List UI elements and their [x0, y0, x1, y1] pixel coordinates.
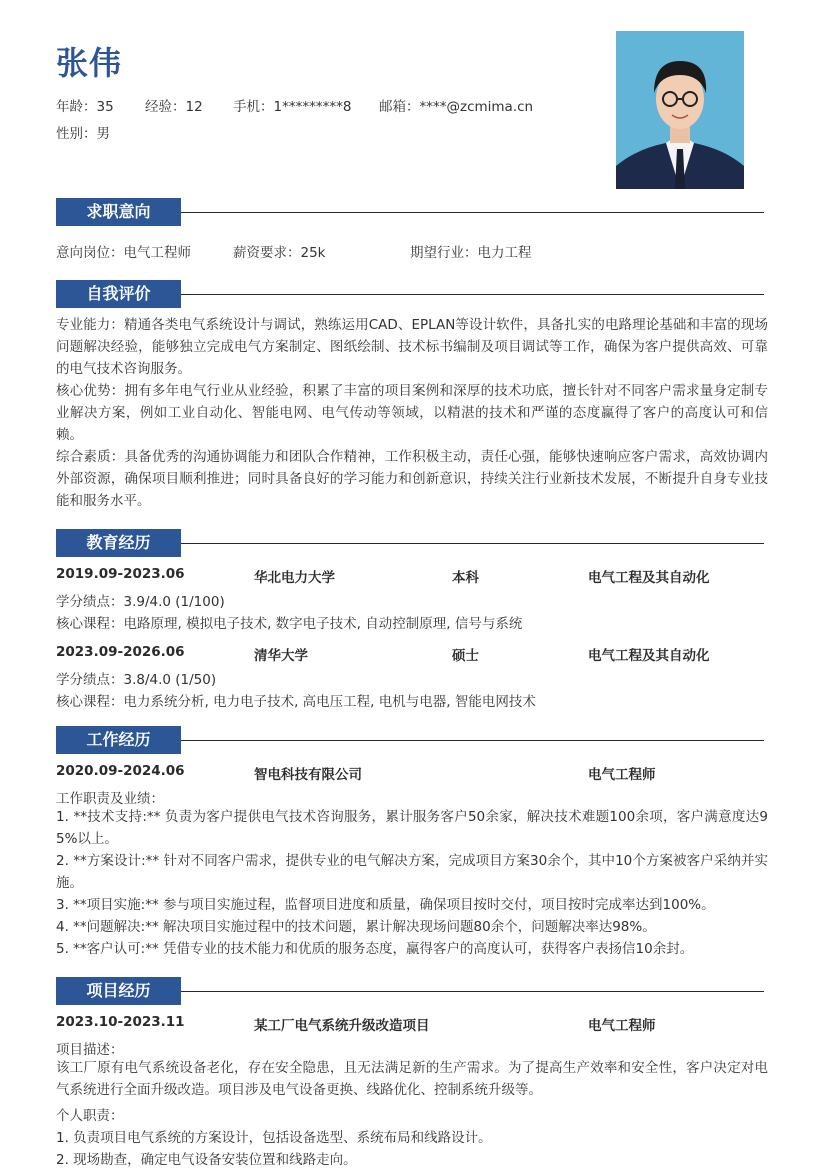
edu-courses: 核心课程：电路原理, 模拟电子技术, 数字电子技术, 自动控制原理, 信号与系统 — [56, 616, 523, 632]
section-title-project: 项目经历 — [56, 977, 181, 1005]
work-duty-item: 3. **项目实施:** 参与项目实施过程，监督项目进度和质量，确保项目按时交付，项目按时完成率达到100%。 — [56, 897, 715, 913]
edu-gpa: 学分绩点：3.9/4.0 (1/100) — [56, 594, 225, 610]
intent-position: 意向岗位：电气工程师 — [56, 245, 191, 261]
work-title: 电气工程师 — [588, 767, 656, 783]
section-intent — [56, 198, 764, 226]
work-duty-item: 1. **技术支持:** 负责为客户提供电气技术咨询服务，累计服务客户50余家，解决技术难题100余项，客户满意度达95%以上。 — [56, 809, 768, 847]
experience-info: 经验：12 — [145, 99, 203, 115]
self-eval-advantage: 核心优势：拥有多年电气行业从业经验，积累了丰富的项目案例和深厚的技术功底，擅长针对不同客户需求量身定制专业解决方案，例如工业自动化、智能电网、电气传动等领域，以精湛的技术和严谨的态度赢得了客户的高度认可和信赖。 — [56, 383, 768, 443]
section-divider — [181, 991, 764, 992]
self-eval-professional: 专业能力：精通各类电气系统设计与调试，熟练运用CAD、EPLAN等设计软件，具备扎实的电路理论基础和丰富的现场问题解决经验，能够独立完成电气方案制定、图纸绘制、技术标书编制及项目调试等工作，确保为客户提供高效、可靠的电气技术咨询服务。 — [56, 317, 768, 377]
edu-gpa: 学分绩点：3.8/4.0 (1/50) — [56, 672, 217, 688]
intent-industry: 期望行业：电力工程 — [410, 245, 532, 261]
project-desc-label: 项目描述： — [56, 1042, 124, 1058]
self-eval-quality: 综合素质：具备优秀的沟通协调能力和团队合作精神，工作积极主动，责任心强，能够快速响应客户需求，高效协调内外部资源，确保项目顺利推进；同时具备良好的学习能力和创新意识，持续关注行业新技术发展，不断提升自身专业技能和服务水平。 — [56, 449, 768, 509]
intent-salary: 薪资要求：25k — [233, 245, 326, 261]
phone-info: 手机：1*********8 — [233, 99, 352, 115]
work-duty-item: 4. **问题解决:** 解决项目实施过程中的技术问题，累计解决现场问题80余个，问题解决率达98%。 — [56, 919, 656, 935]
edu-major: 电气工程及其自动化 — [588, 648, 710, 664]
work-duties-label: 工作职责及业绩： — [56, 791, 164, 807]
project-duty-item: 2. 现场勘查，确定电气设备安装位置和线路走向。 — [56, 1152, 357, 1168]
profile-photo — [616, 31, 744, 189]
section-divider — [181, 212, 764, 213]
work-duty-item: 5. **客户认可:** 凭借专业的技术能力和优质的服务态度，赢得客户的高度认可，获得客户表扬信10余封。 — [56, 941, 694, 957]
project-duty-label: 个人职责： — [56, 1108, 124, 1124]
section-title-education: 教育经历 — [56, 529, 181, 557]
work-duty-item: 2. **方案设计:** 针对不同客户需求，提供专业的电气解决方案，完成项目方案30余个，其中10个方案被客户采纳并实施。 — [56, 853, 768, 891]
section-self-evaluation — [56, 280, 764, 308]
section-divider — [181, 740, 764, 741]
project-duty-item: 1. 负责项目电气系统的方案设计，包括设备选型、系统布局和线路设计。 — [56, 1130, 492, 1146]
section-title-work: 工作经历 — [56, 726, 181, 754]
age-info: 年龄：35 — [56, 99, 114, 115]
project-name: 某工厂电气系统升级改造项目 — [254, 1018, 430, 1034]
edu-degree: 本科 — [452, 570, 479, 586]
section-title-intent: 求职意向 — [56, 198, 181, 226]
email-info: 邮箱：****@zcmima.cn — [379, 99, 534, 115]
edu-dates: 2023.09-2026.06 — [56, 644, 185, 660]
gender-info: 性别：男 — [56, 126, 110, 142]
work-dates: 2020.09-2024.06 — [56, 763, 185, 779]
project-dates: 2023.10-2023.11 — [56, 1014, 185, 1030]
work-company: 智电科技有限公司 — [254, 767, 362, 783]
section-education — [56, 529, 764, 557]
edu-major: 电气工程及其自动化 — [588, 570, 710, 586]
candidate-name: 张伟 — [56, 44, 123, 82]
edu-dates: 2019.09-2023.06 — [56, 566, 185, 582]
section-project — [56, 977, 764, 1005]
edu-degree: 硕士 — [452, 648, 479, 664]
section-title-self: 自我评价 — [56, 280, 181, 308]
section-divider — [181, 543, 764, 544]
section-work — [56, 726, 764, 754]
section-divider — [181, 294, 764, 295]
edu-courses: 核心课程：电力系统分析, 电力电子技术, 高电压工程, 电机与电器, 智能电网技术 — [56, 694, 536, 710]
edu-school: 华北电力大学 — [254, 570, 335, 586]
project-role: 电气工程师 — [588, 1018, 656, 1034]
edu-school: 清华大学 — [254, 648, 308, 664]
project-description: 该工厂原有电气系统设备老化，存在安全隐患，且无法满足新的生产需求。为了提高生产效率和安全性，客户决定对电气系统进行全面升级改造。项目涉及电气设备更换、线路优化、控制系统升级等。 — [56, 1060, 768, 1098]
